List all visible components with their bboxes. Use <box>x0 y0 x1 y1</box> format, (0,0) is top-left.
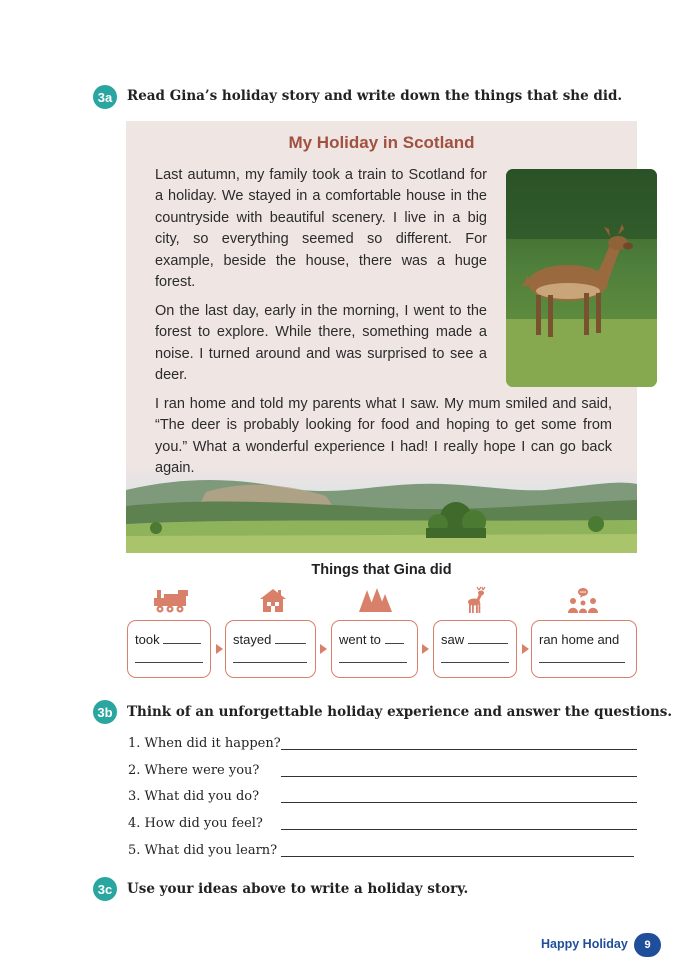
question-5: 5. What did you learn? <box>128 843 278 858</box>
arrow-right-icon <box>522 644 529 654</box>
things-box-stayed[interactable] <box>225 620 316 678</box>
story-paragraph-3: I ran home and told my parents what I saw. My mum smiled and said, “The deer is probably looking for food and hoping to get some from you.” What a wonderful experience I had! I really hope I can go back again. <box>155 396 612 477</box>
things-box-saw[interactable] <box>433 620 517 678</box>
answer-line-3[interactable] <box>281 802 637 803</box>
story-paragraph-1: Last autumn, my family took a train to Scotland for a holiday. We stayed in a comfortable house in the countryside with beautiful scenery. I live in a big city, so everything seemed so different. For example, beside the house, there was a huge forest. <box>155 167 487 291</box>
deer-photo <box>506 169 657 387</box>
answer-blank[interactable] <box>441 662 509 663</box>
answer-blank[interactable] <box>275 632 306 644</box>
question-4: 4. How did you feel? <box>128 816 263 831</box>
forest-icon <box>357 586 393 614</box>
section-3a-instruction: Read Gina’s holiday story and write down the things that she did. <box>127 88 623 104</box>
answer-line-1[interactable] <box>281 749 637 750</box>
things-label: saw <box>441 632 465 647</box>
question-1: 1. When did it happen? <box>128 736 281 751</box>
answer-blank[interactable] <box>468 632 508 644</box>
things-box-ran-home[interactable] <box>531 620 637 678</box>
answer-line-4[interactable] <box>281 829 637 830</box>
section-3a-badge: 3a <box>93 85 117 109</box>
arrow-right-icon <box>320 644 327 654</box>
house-icon <box>258 586 288 614</box>
things-title: Things that Gina did <box>311 562 452 578</box>
answer-blank[interactable] <box>385 632 404 644</box>
arrow-right-icon <box>216 644 223 654</box>
things-box-went-to[interactable] <box>331 620 418 678</box>
answer-blank[interactable] <box>339 662 407 663</box>
question-2: 2. Where were you? <box>128 763 260 778</box>
train-icon <box>150 586 190 614</box>
things-label: stayed <box>233 632 272 647</box>
question-3: 3. What did you do? <box>128 789 260 804</box>
deer-icon <box>464 586 488 614</box>
answer-line-5[interactable] <box>281 856 634 857</box>
answer-blank[interactable] <box>539 662 625 663</box>
things-label: ran home and <box>539 632 620 647</box>
family-talking-icon <box>565 586 601 614</box>
answer-blank[interactable] <box>233 662 307 663</box>
story-paragraph-2: On the last day, early in the morning, I went to the forest to explore. While there, something made a noise. I turned around and was surprised to see a deer. <box>155 303 487 384</box>
section-3c-badge: 3c <box>93 877 117 901</box>
page-number: 9 <box>634 933 661 957</box>
answer-blank[interactable] <box>163 632 201 644</box>
answer-line-2[interactable] <box>281 776 637 777</box>
things-label: went to <box>339 632 381 647</box>
answer-blank[interactable] <box>135 662 203 663</box>
section-3c-instruction: Use your ideas above to write a holiday story. <box>127 881 469 897</box>
section-3b-badge: 3b <box>93 700 117 724</box>
section-3b-instruction: Think of an unforgettable holiday experience and answer the questions. <box>127 704 673 720</box>
things-box-took[interactable] <box>127 620 211 678</box>
unit-title: Happy Holiday <box>541 937 628 951</box>
things-label: took <box>135 632 160 647</box>
arrow-right-icon <box>422 644 429 654</box>
story-title: My Holiday in Scotland <box>288 133 475 152</box>
